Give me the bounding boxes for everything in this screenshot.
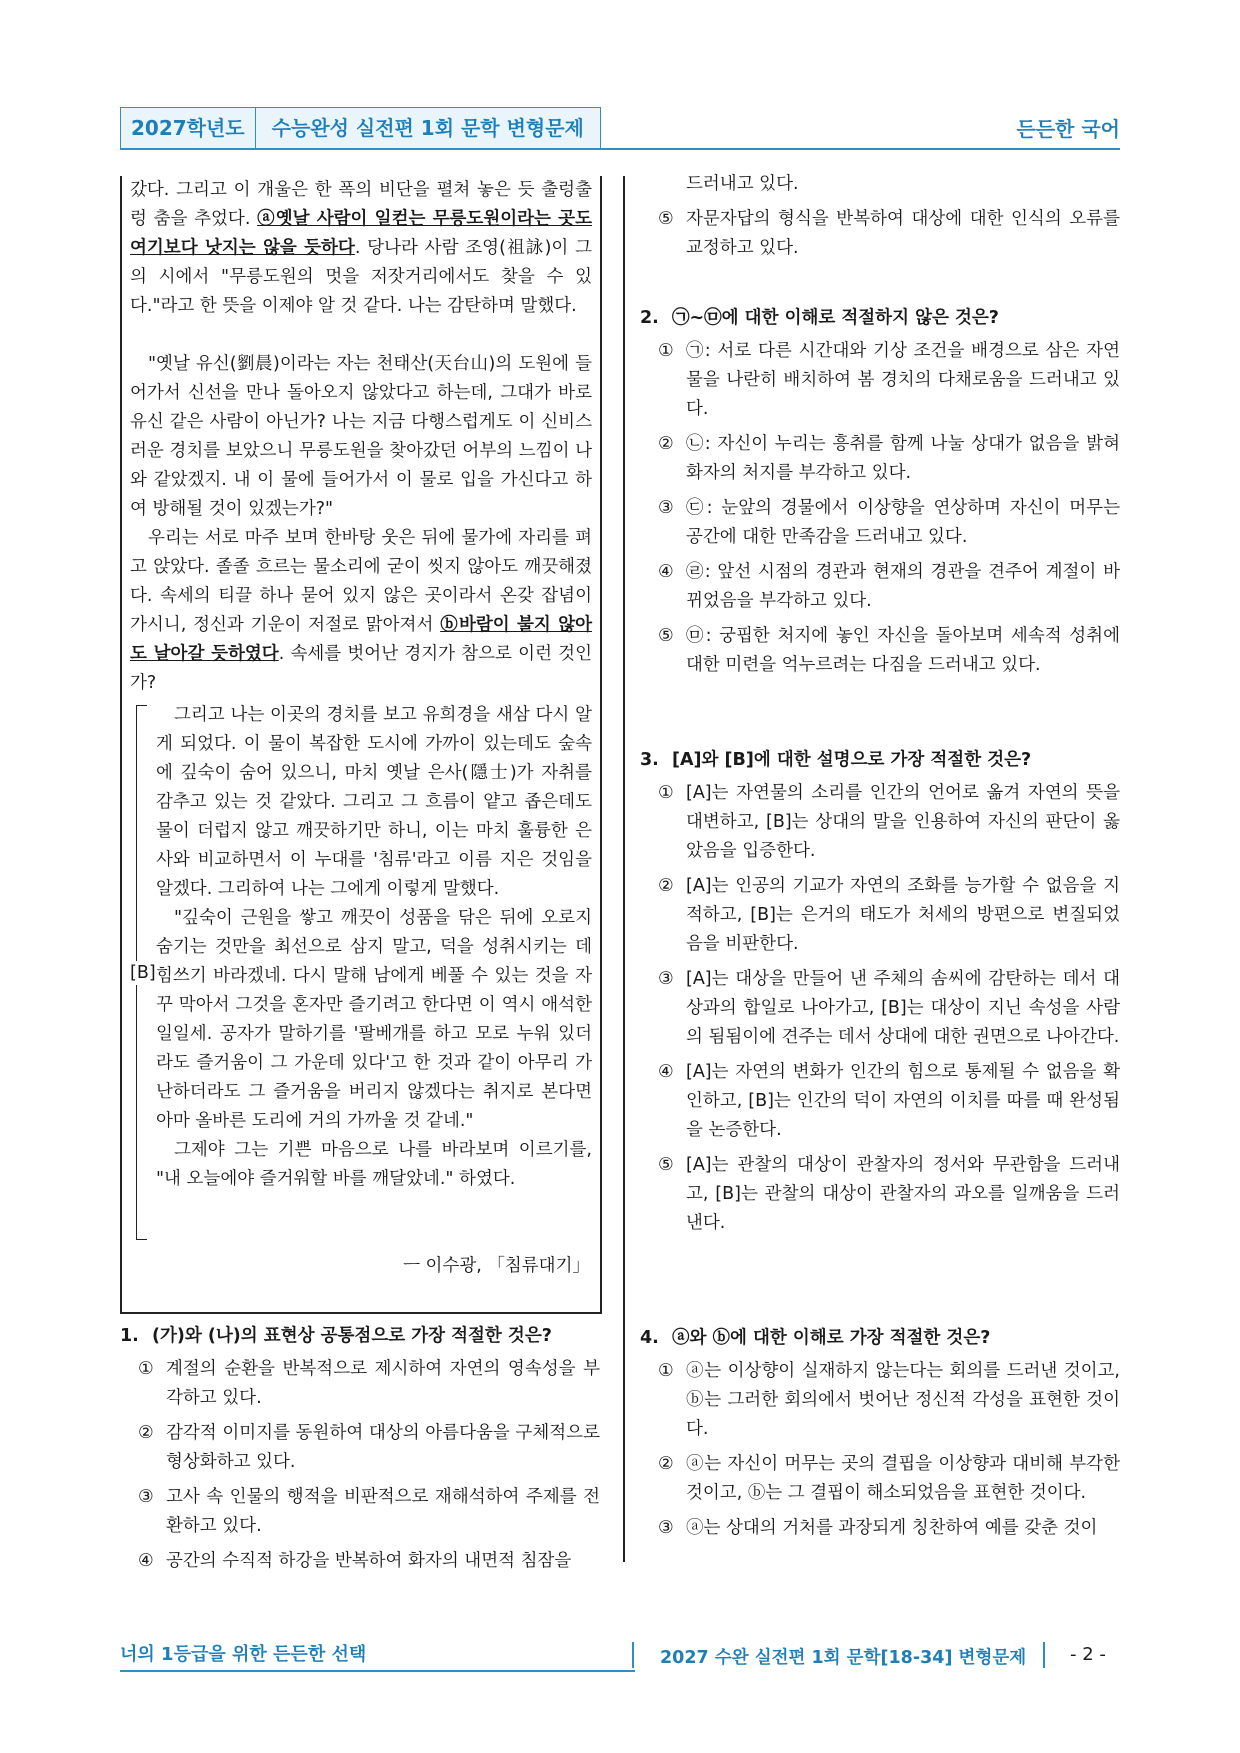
- question-title: ⓐ와 ⓑ에 대한 이해로 가장 적절한 것은?: [672, 1328, 991, 1348]
- option-2[interactable]: ② 감각적 이미지를 동원하여 대상의 아름다움을 구체적으로 형상화하고 있다.: [138, 1423, 600, 1472]
- footer-slogan: 너의 1등급을 위한 든든한 선택: [120, 1644, 367, 1665]
- page-header: [120, 107, 1120, 149]
- option-4-continued: 드러내고 있다.: [686, 174, 799, 194]
- options-list: [640, 1357, 1120, 1543]
- option-5[interactable]: ⑤ ㉤: 궁핍한 처지에 놓인 자신을 돌아보며 세속적 성취에 대한 미련을 억누르려는 다짐을 드러내고 있다.: [658, 626, 1120, 675]
- header-title: 수능완성 실전편 1회 문학 변형문제: [271, 116, 584, 140]
- option-1[interactable]: ① ⓐ는 이상향이 실재하지 않는다는 회의를 드러낸 것이고, ⓑ는 그러한 회의에서 벗어난 정신적 각성을 표현한 것이다.: [658, 1361, 1120, 1439]
- question-number: 4.: [640, 1328, 659, 1348]
- footer-underline: [120, 1670, 635, 1672]
- question-2: [640, 304, 1120, 686]
- option-5[interactable]: ⑤ [A]는 관찰의 대상이 관찰자의 정서와 무관함을 드러내고, [B]는 관찰의 대상이 관찰자의 과오를 일깨움을 드러낸다.: [658, 1155, 1120, 1233]
- option-1[interactable]: ① 계절의 순환을 반복적으로 제시하여 자연의 영속성을 부각하고 있다.: [138, 1359, 600, 1408]
- underlined-phrase-a: ⓐ옛날 사람이 일컫는 무릉도원이라는 곳도 여기보다 낫지는 않을 듯하다: [130, 209, 592, 258]
- option-2[interactable]: ② [A]는 인공의 기교가 자연의 조화를 능가할 수 없음을 지적하고, [B]는 은거의 태도가 처세의 방편으로 변질되었음을 비판한다.: [658, 876, 1120, 954]
- footer-separator: [632, 1642, 634, 1668]
- option-1[interactable]: ① [A]는 자연물의 소리를 인간의 언어로 옮겨 자연의 뜻을 대변하고, [B]는 상대의 말을 인용하여 자신의 판단이 옳았음을 입증한다.: [658, 783, 1120, 861]
- question-number: 2.: [640, 308, 659, 328]
- page-footer: [120, 1640, 1120, 1680]
- option-3[interactable]: ③ ⓐ는 상대의 거처를 과장되게 칭찬하여 예를 갖춘 것이: [658, 1518, 1098, 1538]
- option-4[interactable]: ④ ㉣: 앞선 시점의 경관과 현재의 경관을 견주어 계절이 바뀌었음을 부각하고 있다.: [658, 562, 1120, 611]
- option-4[interactable]: ④ 공간의 수직적 하강을 반복하여 화자의 내면적 침잠을: [138, 1551, 572, 1571]
- question-title: (가)와 (나)의 표현상 공통점으로 가장 적절한 것은?: [152, 1326, 552, 1346]
- header-box: [120, 107, 601, 149]
- option-3[interactable]: ③ 고사 속 인물의 행적을 비판적으로 재해석하여 주제를 전환하고 있다.: [138, 1487, 600, 1536]
- question-3: [640, 746, 1120, 1244]
- passage-paragraph-2: "옛날 유신(劉晨)이라는 자는 천태산(天台山)의 도원에 들어가서 신선을 만나 돌아오지 않았다고 하는데, 그대가 바로 유신 같은 사람이 아닌가? 나는 지금 다행스럽게도 이 신비스러운 경치를 보았으니 무릉도원을 찾아갔던 어부의 느낌이 나와 같았겠지. 내 이 물에 들어가서 이 물로 입을 가신다고 하여 방해될 것이 있겠는가?": [130, 354, 592, 519]
- option-1[interactable]: ① ㉠: 서로 다른 시간대와 기상 조건을 배경으로 삼은 자연물을 나란히 배치하여 봄 경치의 다채로움을 드러내고 있다.: [658, 341, 1120, 419]
- passage-source: ㅡ 이수광, 「침류대기」: [403, 1256, 590, 1276]
- underlined-phrase-b: ⓑ바람이 불지 않아도 날아갈 듯하였다: [130, 615, 592, 664]
- section-b-label: [B]: [130, 963, 156, 983]
- question-title: ㉠~㉤에 대한 이해로 적절하지 않은 것은?: [672, 308, 999, 328]
- footer-title: 2027 수완 실전편 1회 문학[18-34] 변형문제: [660, 1648, 1027, 1668]
- option-2[interactable]: ② ㉡: 자신이 누리는 흥취를 함께 나눌 상대가 없음을 밝혀 화자의 처지를 부각하고 있다.: [658, 434, 1120, 483]
- header-year: 2027학년도: [121, 108, 256, 148]
- column-divider: [623, 176, 625, 1562]
- question-1-continued: [658, 170, 1120, 269]
- passage-box: [120, 176, 602, 1314]
- options-list: [120, 1355, 600, 1576]
- option-2[interactable]: ② ⓐ는 자신이 머무는 곳의 결핍을 이상향과 대비해 부각한 것이고, ⓑ는 그 결핍이 해소되었음을 표현한 것이다.: [658, 1454, 1120, 1503]
- passage-paragraph-3: 우리는 서로 마주 보며 한바탕 웃은 뒤에 물가에 자리를 펴고 앉았다. 졸졸 흐르는 물소리에 굳이 씻지 않아도 깨끗해졌다. 속세의 티끌 하나 묻어 있지 않은 곳이라서 온갖 잡념이 가시니, 정신과 기운이 저절로 맑아져서 ⓑ바람이 불지 않아도 날아갈 듯하였다. 속세를 벗어난 경지가 참으로 이런 것인가?: [130, 528, 592, 693]
- question-number: 3.: [640, 750, 659, 770]
- option-3[interactable]: ③ ㉢: 눈앞의 경물에서 이상향을 연상하며 자신이 머무는 공간에 대한 만족감을 드러내고 있다.: [658, 498, 1120, 547]
- page-number: - 2 -: [1070, 1644, 1106, 1665]
- options-list: [640, 337, 1120, 680]
- passage-paragraph-1: 갔다. 그리고 이 개울은 한 폭의 비단을 펼쳐 놓은 듯 출렁출렁 춤을 추었다. ⓐ옛날 사람이 일컫는 무릉도원이라는 곳도 여기보다 낫지는 않을 듯하다. 당나라 사람 조영(祖詠)이 그의 시에서 "무릉도원의 멋을 저잣거리에서도 찾을 수 있다."라고 한 뜻을 이제야 알 것 같다. 나는 감탄하며 말했다.: [130, 180, 592, 316]
- option-3[interactable]: ③ [A]는 대상을 만들어 낸 주체의 솜씨에 감탄하는 데서 대상과의 합일로 나아가고, [B]는 대상이 지닌 속성을 사람의 됨됨이에 견주는 데서 상대에 대한 권면으로 나아간다.: [658, 969, 1120, 1047]
- options-list: [640, 779, 1120, 1238]
- option-5[interactable]: ⑤ 자문자답의 형식을 반복하여 대상에 대한 인식의 오류를 교정하고 있다.: [658, 209, 1120, 258]
- question-1: [120, 1322, 600, 1582]
- footer-separator: [1043, 1642, 1045, 1668]
- question-number: 1.: [120, 1326, 139, 1346]
- header-brand: 든든한 국어: [1016, 117, 1120, 141]
- question-4: [640, 1324, 1120, 1549]
- header-divider: [120, 148, 1120, 150]
- question-title: [A]와 [B]에 대한 설명으로 가장 적절한 것은?: [672, 750, 1032, 770]
- option-4[interactable]: ④ [A]는 자연의 변화가 인간의 힘으로 통제될 수 없음을 확인하고, [B]는 인간의 덕이 자연의 이치를 따를 때 완성됨을 논증한다.: [658, 1062, 1120, 1140]
- section-b-content: 그리고 나는 이곳의 경치를 보고 유희경을 새삼 다시 알게 되었다. 이 물이 복잡한 도시에 가까이 있는데도 숲속에 깊숙이 숨어 있으니, 마치 옛날 은사(隱士)가 자취를 감추고 있는 것 같았다. 그리고 그 흐름이 얕고 좁은데도 물이 더럽지 않고 깨끗하기만 하니, 이는 마치 훌륭한 은사와 비교하면서 이 누대를 '침류'라고 이름 지은 것임을 알겠다. 그리하여 나는 그에게 이렇게 말했다. "깊숙이 근원을 쌓고 깨끗이 성품을 닦은 뒤에 오로지 숨기는 것만을 최선으로 삼지 말고, 덕을 성취시키는 데 힘쓰기 바라겠네. 다시 말해 남에게 베풀 수 있는 것을 자꾸 막아서 그것을 혼자만 즐기려고 한다면 이 역시 애석한 일일세. 공자가 말하기를 '팔베개를 하고 모로 누워 있더라도 즐거움이 그 가운데 있다'고 한 것과 같이 아무리 가난하더라도 그 즐거움을 버리지 않겠다는 취지로 본다면 아마 올바른 도리에 거의 가까울 것 같네." 그제야 그는 기쁜 마음으로 나를 바라보며 이르기를, "내 오늘에야 즐거워할 바를 깨달았네." 하였다.: [156, 705, 592, 1189]
